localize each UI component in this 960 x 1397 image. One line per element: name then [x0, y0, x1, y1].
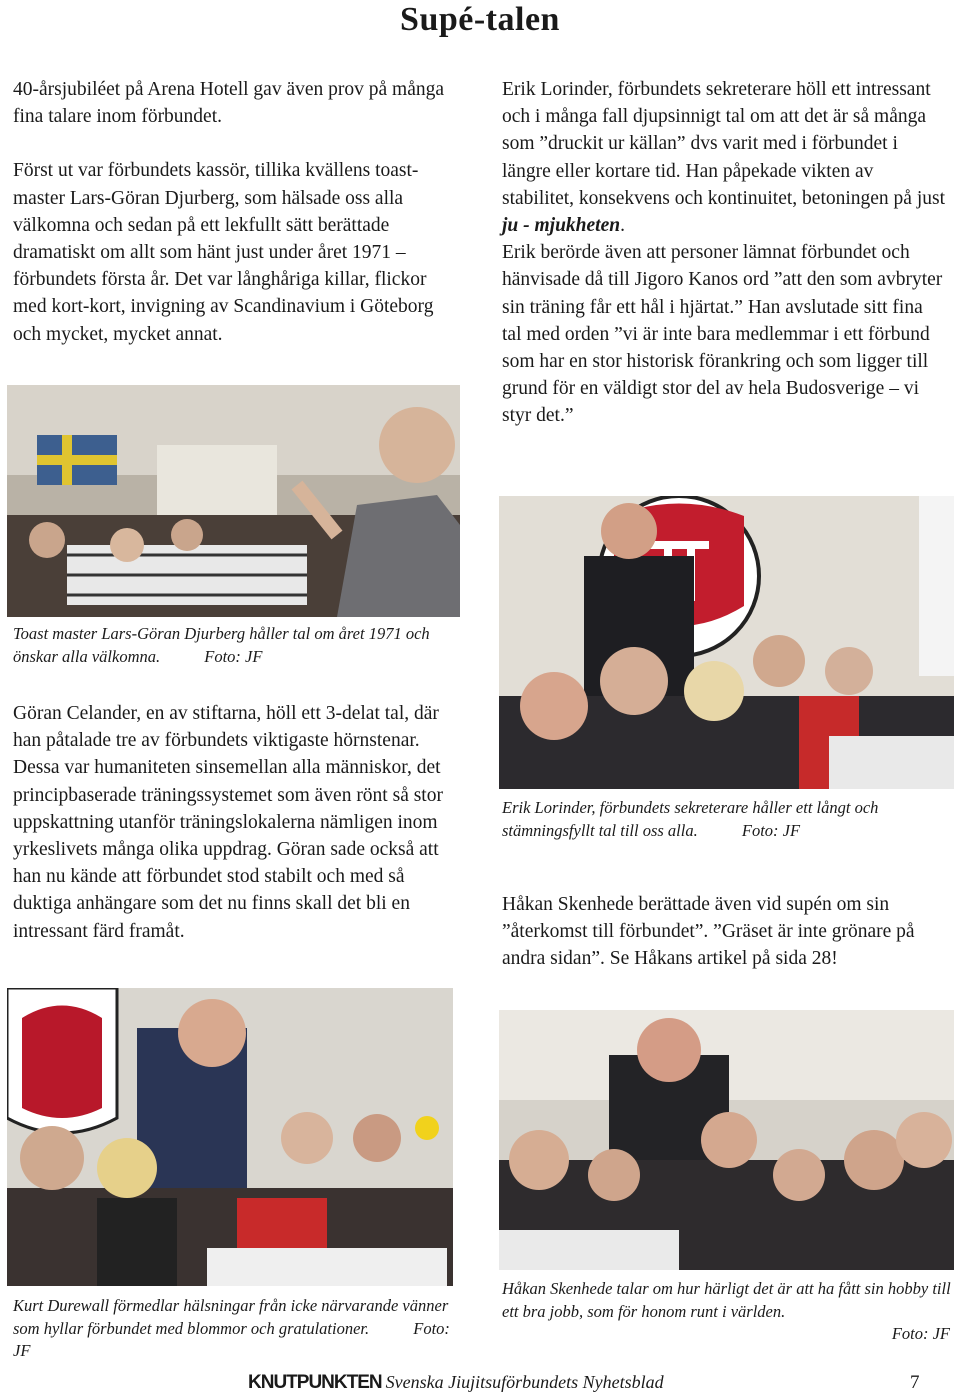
celander-paragraph: Göran Celander, en av stiftarna, höll ett 3-delat tal, där han påtalade tre av förbundets viktigaste hörnstenar. Dessa var humaniteten sinsemellan alla människor, det principbaserade träningssystemet som även rönt så stor uppskattning utanför träningslokalerna nämligen inom yrkeslivets många olika uppdrag. Göran sade också att han nu kände att förbundet stod stabilt och med så duktiga anhängare som det nu finns skall det bli en intressant färd framåt.	[13, 703, 443, 942]
lorinder-paragraph	[502, 76, 947, 239]
caption-photo1-text: Toast master Lars-Göran Djurberg håller tal om året 1971 och önskar alla välkomna.	[13, 624, 430, 666]
caption-photo1-credit: Foto: JF	[204, 646, 263, 666]
page-number: 7	[910, 1372, 920, 1393]
lorinder-text: Erik Lorinder, förbundets sekreterare höll ett intressant och i många fall djupsinnigt tal om att det är så många som ”druckit ur källan” dvs varit med i förbundet i längre eller kortare tid. Han påpekade vikten av stabilitet, konsekvens och kontinuitet, betoningen på just	[502, 79, 946, 209]
footer-subtitle: Svenska Jiujitsuförbundets Nyhetsblad	[385, 1372, 664, 1392]
caption-photo3	[13, 1295, 453, 1363]
caption-photo4-text: Håkan Skenhede talar om hur härligt det är att ha fått sin hobby till ett bra jobb, som för honom runt i världen.	[502, 1279, 951, 1321]
photo-kurt-durewall	[7, 988, 453, 1286]
caption-photo2-credit: Foto: JF	[741, 820, 801, 840]
caption-photo4-credit: Foto: JF	[891, 1324, 950, 1343]
photo-hakan-skenhede	[499, 1010, 954, 1270]
footer-brand: KNUTPUNKTEN	[248, 1372, 382, 1393]
page-title: Supé-talen	[400, 1, 560, 38]
caption-photo3-text: Kurt Durewall förmedlar hälsningar från icke närvarande vänner som hyllar förbundet med blommor och gratulationer.	[13, 1296, 449, 1338]
lorinder-paragraph-2: Erik berörde även att personer lämnat förbundet och hänvisade då till Jigoro Kanos ord ”att den som avbryter sin träning får ett hål i hjärtat.” Han avslutade sitt fina tal med orden ”vi är inte bara medlemmar i ett förbund som har en stor historisk förankring och som ligger till grund för en väldigt stor del av hela Budosverige – vi styr det.”	[502, 242, 943, 427]
djurberg-paragraph: Först ut var förbundets kassör, tillika kvällens toast-master Lars-Göran Djurberg, som hälsade oss alla välkomna och sedan på ett lekfullt sätt berättade dramatiskt om allt som hänt just under året 1971 – förbundets första år. Det var långhåriga killar, flickor med kort-kort, invigning av Scandinavium i Göteborg och mycket, mycket annat.	[13, 160, 434, 345]
skenhede-paragraph-block	[502, 891, 942, 973]
caption-photo4	[502, 1278, 952, 1346]
caption-photo3-credit: Foto: JF	[13, 1318, 450, 1360]
skenhede-paragraph: Håkan Skenhede berättade även vid supén om sin ”återkomst till förbundet”. ”Gräset är inte grönare på andra sidan”. Se Håkans artikel på sida 28!	[502, 894, 915, 970]
photo-erik-lorinder	[499, 496, 954, 789]
caption-photo2	[502, 797, 947, 842]
ju-mjukheten-emphasis: ju - mjukheten	[502, 215, 621, 237]
lorinder-end: .	[620, 215, 625, 237]
left-column-text	[13, 76, 449, 348]
celander-paragraph-block	[13, 700, 457, 945]
right-column-text	[502, 76, 947, 430]
intro-paragraph: 40-årsjubiléet på Arena Hotell gav även prov på många fina talare inom förbundet.	[13, 79, 445, 128]
photo-toast-master	[7, 385, 460, 617]
caption-photo2-text: Erik Lorinder, förbundets sekreterare håller ett långt och stämningsfyllt tal till oss alla.	[502, 798, 879, 840]
footer	[248, 1372, 728, 1394]
caption-photo1	[13, 623, 453, 668]
